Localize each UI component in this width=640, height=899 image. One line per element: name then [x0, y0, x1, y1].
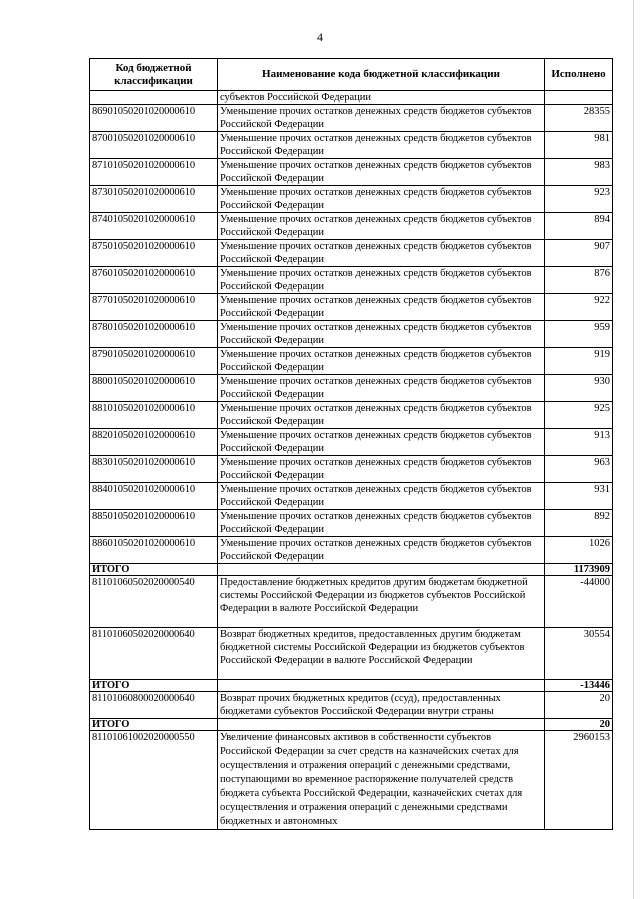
amount-cell: 922 — [545, 294, 613, 321]
code-cell: 87701050201020000610 — [90, 294, 218, 321]
table-row — [90, 576, 613, 628]
amount-cell — [545, 91, 613, 105]
name-cell: Уменьшение прочих остатков денежных средств бюджетов субъектов Российской Федерации — [218, 375, 545, 402]
name-cell: Уменьшение прочих остатков денежных средств бюджетов субъектов Российской Федерации — [218, 321, 545, 348]
table-row — [90, 628, 613, 680]
table-row — [90, 105, 613, 132]
table-row — [90, 159, 613, 186]
header-amount: Исполнено — [545, 59, 613, 91]
name-cell: Уменьшение прочих остатков денежных средств бюджетов субъектов Российской Федерации — [218, 483, 545, 510]
total-amount: -13446 — [545, 680, 613, 692]
name-cell — [218, 719, 545, 731]
table-row — [90, 267, 613, 294]
name-cell: Предоставление бюджетных кредитов другим бюджетам бюджетной системы Российской Федерации из бюджетов субъектов Российской Федерации в валюте Российской Федерации — [218, 576, 545, 628]
name-cell: Уменьшение прочих остатков денежных средств бюджетов субъектов Российской Федерации — [218, 240, 545, 267]
code-cell: 88601050201020000610 — [90, 537, 218, 564]
header-name: Наименование кода бюджетной классификации — [218, 59, 545, 91]
name-cell: Уменьшение прочих остатков денежных средств бюджетов субъектов Российской Федерации — [218, 213, 545, 240]
name-cell: Уменьшение прочих остатков денежных средств бюджетов субъектов Российской Федерации — [218, 132, 545, 159]
total-label: ИТОГО — [90, 680, 218, 692]
name-cell: Уменьшение прочих остатков денежных средств бюджетов субъектов Российской Федерации — [218, 294, 545, 321]
name-cell: Уменьшение прочих остатков денежных средств бюджетов субъектов Российской Федерации — [218, 348, 545, 375]
amount-cell: 894 — [545, 213, 613, 240]
amount-cell: 907 — [545, 240, 613, 267]
code-cell: 87401050201020000610 — [90, 213, 218, 240]
amount-cell: -44000 — [545, 576, 613, 628]
total-row — [90, 719, 613, 731]
amount-cell: 981 — [545, 132, 613, 159]
name-cell: Уменьшение прочих остатков денежных средств бюджетов субъектов Российской Федерации — [218, 186, 545, 213]
code-cell: 87901050201020000610 — [90, 348, 218, 375]
table-row — [90, 294, 613, 321]
name-cell: Уменьшение прочих остатков денежных средств бюджетов субъектов Российской Федерации — [218, 537, 545, 564]
code-cell: 88101050201020000610 — [90, 402, 218, 429]
name-cell: Уменьшение прочих остатков денежных средств бюджетов субъектов Российской Федерации — [218, 510, 545, 537]
amount-cell: 20 — [545, 692, 613, 719]
name-cell: Увеличение финансовых активов в собственности субъектов Российской Федерации за счет средств на казначейских счетах для осуществления и отражения операций с денежными средствами, поступающими во временное распоряжение получателей средств бюджета субъекта Российской Федерации, казначейских счетах для осуществления и отражения операций с денежными средствами бюджетных и автономных — [218, 731, 545, 830]
table-row — [90, 375, 613, 402]
name-cell: Возврат бюджетных кредитов, предоставленных другим бюджетам бюджетной системы Российской Федерации из бюджетов субъектов Российской Федерации в валюте Российской Федерации — [218, 628, 545, 680]
name-cell — [218, 564, 545, 576]
continuation-text: субъектов Российской Федерации — [218, 91, 545, 105]
code-cell: 87001050201020000610 — [90, 132, 218, 159]
code-cell: 88401050201020000610 — [90, 483, 218, 510]
code-cell: 87301050201020000610 — [90, 186, 218, 213]
total-row — [90, 680, 613, 692]
code-cell: 88501050201020000610 — [90, 510, 218, 537]
amount-cell: 963 — [545, 456, 613, 483]
code-cell: 87101050201020000610 — [90, 159, 218, 186]
code-cell: 81101061002020000550 — [90, 731, 218, 830]
table-row — [90, 483, 613, 510]
name-cell: Уменьшение прочих остатков денежных средств бюджетов субъектов Российской Федерации — [218, 105, 545, 132]
code-cell: 87601050201020000610 — [90, 267, 218, 294]
name-cell: Уменьшение прочих остатков денежных средств бюджетов субъектов Российской Федерации — [218, 429, 545, 456]
scan-edge-line — [633, 0, 634, 899]
amount-cell: 919 — [545, 348, 613, 375]
amount-cell: 2960153 — [545, 731, 613, 830]
total-amount: 20 — [545, 719, 613, 731]
code-cell: 81101060502020000640 — [90, 628, 218, 680]
code-cell: 81101060800020000640 — [90, 692, 218, 719]
total-label: ИТОГО — [90, 564, 218, 576]
table-row — [90, 321, 613, 348]
amount-cell: 30554 — [545, 628, 613, 680]
name-cell: Уменьшение прочих остатков денежных средств бюджетов субъектов Российской Федерации — [218, 267, 545, 294]
code-cell: 88201050201020000610 — [90, 429, 218, 456]
amount-cell: 959 — [545, 321, 613, 348]
table-row — [90, 213, 613, 240]
code-cell: 88001050201020000610 — [90, 375, 218, 402]
header-code: Код бюджетной классификации — [90, 59, 218, 91]
total-amount: 1173909 — [545, 564, 613, 576]
code-cell: 88301050201020000610 — [90, 456, 218, 483]
table-row — [90, 537, 613, 564]
table-row — [90, 510, 613, 537]
name-cell: Уменьшение прочих остатков денежных средств бюджетов субъектов Российской Федерации — [218, 402, 545, 429]
code-cell: 87501050201020000610 — [90, 240, 218, 267]
name-cell: Уменьшение прочих остатков денежных средств бюджетов субъектов Российской Федерации — [218, 159, 545, 186]
code-cell — [90, 91, 218, 105]
table-row — [90, 456, 613, 483]
page-number: 4 — [317, 30, 323, 44]
amount-cell: 1026 — [545, 537, 613, 564]
amount-cell: 913 — [545, 429, 613, 456]
name-cell: Уменьшение прочих остатков денежных средств бюджетов субъектов Российской Федерации — [218, 456, 545, 483]
table-row — [90, 348, 613, 375]
amount-cell: 876 — [545, 267, 613, 294]
table-row — [90, 731, 613, 830]
table-row — [90, 692, 613, 719]
name-cell — [218, 680, 545, 692]
table-row — [90, 186, 613, 213]
code-cell: 81101060502020000540 — [90, 576, 218, 628]
budget-table — [89, 58, 613, 830]
table-row — [90, 240, 613, 267]
name-cell: Возврат прочих бюджетных кредитов (ссуд), предоставленных бюджетами субъектов Российской Федерации внутри страны — [218, 692, 545, 719]
code-cell: 87801050201020000610 — [90, 321, 218, 348]
total-label: ИТОГО — [90, 719, 218, 731]
amount-cell: 983 — [545, 159, 613, 186]
amount-cell: 923 — [545, 186, 613, 213]
table-row — [90, 429, 613, 456]
table-row — [90, 402, 613, 429]
amount-cell: 28355 — [545, 105, 613, 132]
continuation-row — [90, 91, 613, 105]
total-row — [90, 564, 613, 576]
code-cell: 86901050201020000610 — [90, 105, 218, 132]
amount-cell: 930 — [545, 375, 613, 402]
amount-cell: 931 — [545, 483, 613, 510]
table-row — [90, 132, 613, 159]
amount-cell: 925 — [545, 402, 613, 429]
amount-cell: 892 — [545, 510, 613, 537]
table-header-row — [90, 59, 613, 91]
